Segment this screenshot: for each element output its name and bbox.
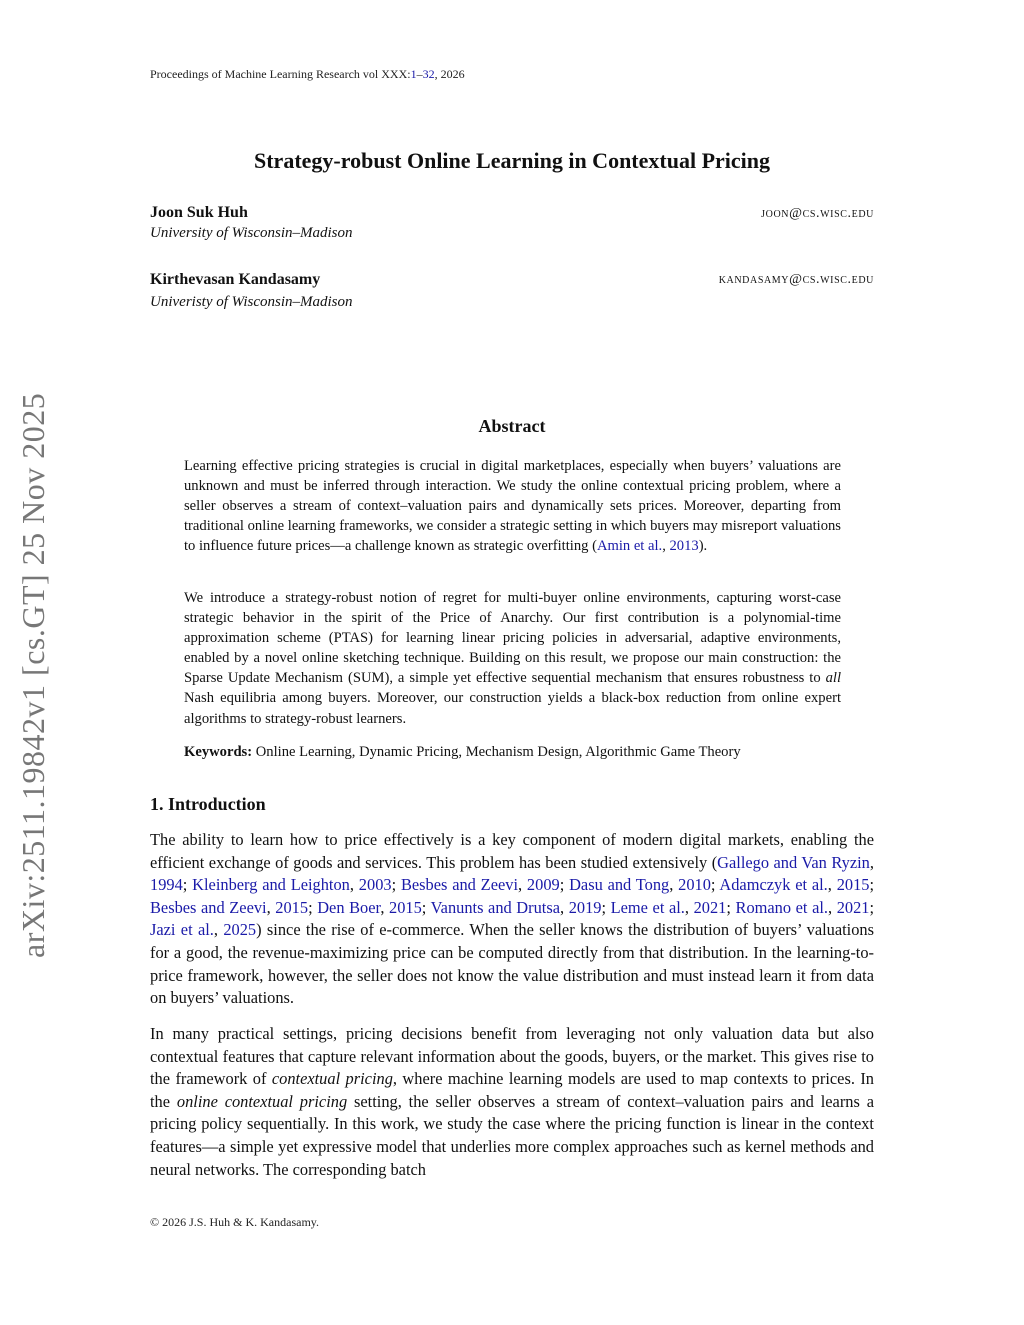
copyright-footer: © 2026 J.S. Huh & K. Kandasamy.: [150, 1215, 319, 1229]
citation-link[interactable]: 2013: [669, 538, 699, 555]
abstract-paragraph: We introduce a strategy-robust notion of regret for multi-buyer online environments, capturing worst-case strategic behavior in the spirit of the Price of Anarchy. Our first contribution is a polynomial-time approximation scheme (PTAS) for learning linear pricing policies in adversarial, adaptive environments, enabled by a novel online sketching technique. Building on this result, we propose our main construction: the Sparse Update Mechanism (SUM), a simple yet effective sequential mechanism that ensures robustness to all Nash equilibria among buyers. Moreover, our construction yields a black-box reduction from online expert algorithms to strategy-robust learners.: [184, 590, 841, 727]
author-email[interactable]: kandasamy@cs.wisc.edu: [718, 272, 874, 287]
author-name: Joon Suk Huh: [150, 204, 248, 221]
citation-link[interactable]: 2019: [568, 897, 602, 917]
author-name: Kirthevasan Kandasamy: [150, 271, 321, 288]
author-email[interactable]: joon@cs.wisc.edu: [761, 206, 874, 221]
page-start-link[interactable]: 1: [410, 67, 417, 81]
venue-line: Proceedings of Machine Learning Research vol XXX:1–32, 2026: [150, 67, 465, 81]
section-heading: 1. Introduction: [150, 794, 266, 814]
citation-list: Gallego and Van Ryzin, 1994; Kleinberg and Leighton, 2003; Besbes and Zeevi, 2009; Dasu and Tong, 2010; Adamczyk et al., 2015; Besbes and Zeevi, 2015; Den Boer, 2015; Vanunts and Drutsa, 2019; Leme et al., 2021; Romano et al., 2021; Jazi et al., 2025: [150, 852, 875, 940]
intro-paragraph: The ability to learn how to price effectively is a key component of modern digital markets, enabling the efficient exchange of goods and services. This problem has been studied extensively (Gallego and Van Ryzin, 1994; Kleinberg and Leighton, 2003; Besbes and Zeevi, 2009; Dasu and Tong, 2010; Adamczyk et al., 2015; Besbes and Zeevi, 2015; Den Boer, 2015; Vanunts and Drutsa, 2019; Leme et al., 2021; Romano et al., 2021; Jazi et al., 2025) since the rise of e-commerce. When the seller knows the distribution of buyers’ valuations for a good, the revenue-maximizing price can be computed directly from that distribution. In the learning-to-price framework, however, the seller does not know the value distribution and must instead learn it from data on buyers’ valuations.: [150, 830, 875, 1008]
citation-link[interactable]: Gallego and Van Ryzin: [717, 852, 870, 872]
citation-link[interactable]: 2009: [526, 875, 560, 895]
citation-link[interactable]: Romano et al.: [735, 897, 828, 917]
citation-link[interactable]: 1994: [150, 875, 183, 895]
keywords: Keywords: Online Learning, Dynamic Pricing, Mechanism Design, Algorithmic Game Theory: [184, 744, 741, 760]
citation-link[interactable]: Amin et al.: [596, 538, 663, 555]
author-affiliation: University of Wisconsin–Madison: [150, 225, 353, 241]
abstract-paragraph: Learning effective pricing strategies is crucial in digital marketplaces, especially when buyers’ valuations are unknown and must be inferred through interaction. We study the online contextual pricing problem, where a seller observes a stream of context–valuation pairs and dynamically sets prices. Moreover, departing from traditional online learning frameworks, we consider a strategic setting in which buyers may misreport valuations to influence future prices—a challenge known as strategic overfitting (Amin et al., 2013).: [184, 458, 841, 555]
citation-link[interactable]: 2010: [678, 875, 711, 895]
citation-link[interactable]: Besbes and Zeevi: [150, 897, 267, 917]
citation-link[interactable]: Leme et al.: [610, 897, 685, 917]
citation-link[interactable]: Den Boer: [317, 897, 381, 917]
citation-link[interactable]: Vanunts and Drutsa: [430, 897, 561, 917]
citation-link[interactable]: 2021: [693, 897, 727, 917]
citation-link[interactable]: 2015: [389, 897, 422, 917]
citation-link[interactable]: 2015: [275, 897, 309, 917]
citation-link[interactable]: 2003: [358, 875, 392, 895]
paper-title: Strategy-robust Online Learning in Contextual Pricing: [254, 148, 770, 173]
abstract-heading: Abstract: [478, 416, 546, 436]
citation-link[interactable]: Besbes and Zeevi: [400, 875, 518, 895]
arxiv-stamp: arXiv:2511.19842v1 [cs.GT] 25 Nov 2025: [15, 392, 51, 958]
citation-link[interactable]: 2015: [836, 875, 870, 895]
intro-paragraph: In many practical settings, pricing decisions benefit from leveraging not only valuation data but also contextual features that capture relevant information about the goods, buyers, or the market. This gives rise to the framework of contextual pricing, where machine learning models are used to map contexts to prices. In the online contextual pricing setting, the seller observes a stream of context–valuation pairs and learns a pricing policy sequentially. In this work, we study the case where the pricing function is linear in the context features—a simple yet expressive model that underlies more complex approaches such as kernel methods and neural networks. The corresponding batch: [150, 1024, 874, 1179]
author-affiliation: Univeristy of Wisconsin–Madison: [150, 294, 353, 310]
citation-link[interactable]: 2025: [223, 920, 257, 940]
page-end-link[interactable]: 32: [422, 67, 435, 81]
citation-link[interactable]: Adamczyk et al.: [719, 875, 828, 895]
citation-link[interactable]: Jazi et al.: [150, 920, 214, 940]
citation-link[interactable]: Dasu and Tong: [569, 875, 670, 895]
citation-link[interactable]: 2021: [836, 897, 870, 917]
citation-link[interactable]: Kleinberg and Leighton: [192, 875, 350, 895]
